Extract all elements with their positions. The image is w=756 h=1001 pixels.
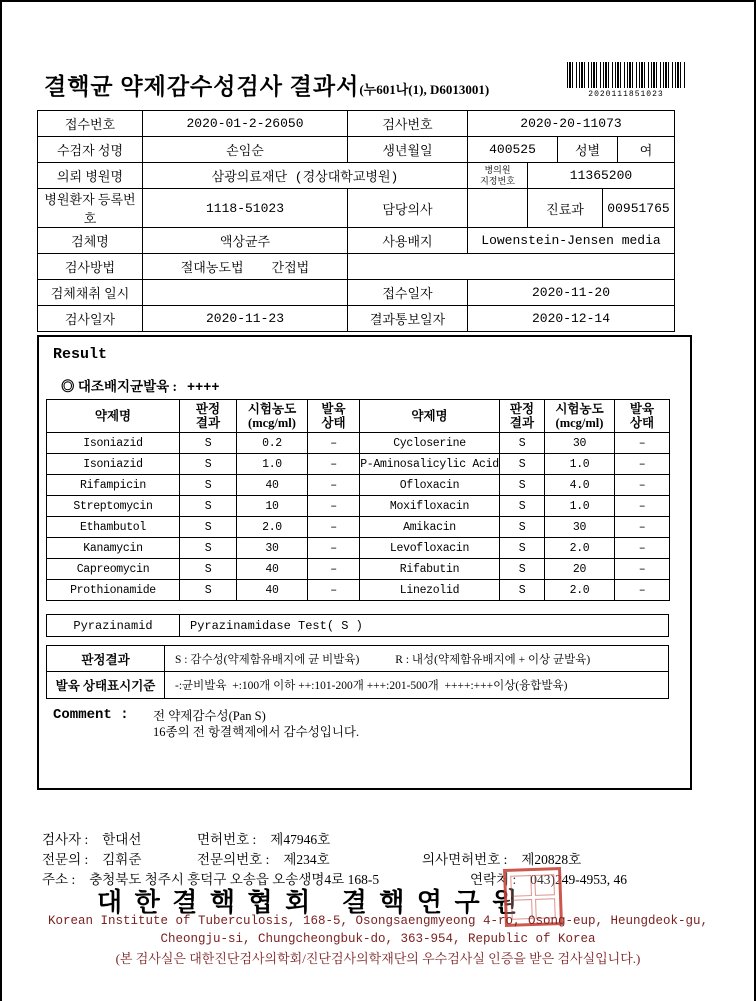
- info-row-method: [38, 254, 675, 280]
- patient-info-table: [37, 110, 675, 332]
- drug-name-cell: Moxifloxacin: [360, 496, 500, 517]
- judgement-cell: S: [180, 433, 237, 454]
- certification-line: (본 검사실은 대한진단검사의학회/진단검사의학재단의 우수검사실 인증을 받은 검사실입니다.): [115, 951, 641, 966]
- concentration-cell: 4.0: [545, 475, 615, 496]
- concentration-cell: 30: [545, 517, 615, 538]
- address-value: 충청북도 청주시 흥덕구 오송읍 오송생명4로 168-5: [89, 872, 380, 887]
- table-row: [47, 475, 670, 496]
- legend-growth-text: [165, 672, 668, 698]
- drug-name-cell: Amikacin: [360, 517, 500, 538]
- comment-line-2: 16종의 전 항결핵제에서 감수성입니다.: [153, 725, 360, 739]
- birth-label: 생년월일: [348, 137, 468, 163]
- judgement-cell: S: [500, 496, 545, 517]
- drug-susceptibility-table: [46, 399, 670, 601]
- concentration-cell: 1.0: [237, 454, 308, 475]
- drug-name-cell: Streptomycin: [47, 496, 180, 517]
- col-concentration-left: 시험농도 (mcg/ml): [237, 400, 308, 433]
- comment-section: [53, 707, 359, 740]
- patient-name-value: 손임순: [143, 137, 348, 163]
- doctor-license-field: [422, 848, 581, 868]
- growth-cell: –: [308, 580, 360, 601]
- contact-value: 043)249-4953, 46: [530, 872, 627, 887]
- comment-line-1: 전 약제감수성(Pan S): [153, 709, 266, 723]
- growth-cell: –: [615, 517, 670, 538]
- report-title-code: (누601나(1), D6013001): [359, 82, 490, 97]
- specialist-label: 전문의 :: [42, 852, 89, 867]
- doctor-value: [468, 189, 528, 228]
- judgement-cell: S: [180, 475, 237, 496]
- info-row-collect: [38, 280, 675, 306]
- contact-label: 연락처 :: [470, 872, 517, 887]
- specialist-no-label: 전문의번호 :: [197, 852, 270, 867]
- judgement-cell: S: [180, 517, 237, 538]
- license-number: 제47946호: [270, 832, 331, 847]
- judgement-cell: S: [500, 433, 545, 454]
- control-growth-value: ++++: [187, 381, 220, 396]
- media-value: Lowenstein-Jensen media: [468, 228, 675, 254]
- judgement-cell: S: [500, 580, 545, 601]
- drug-name-cell: Prothionamide: [47, 580, 180, 601]
- drug-name-cell: Isoniazid: [47, 454, 180, 475]
- concentration-cell: 30: [545, 433, 615, 454]
- result-section: [37, 335, 692, 790]
- drug-name-cell: Linezolid: [360, 580, 500, 601]
- receipt-no-value: 2020-01-2-26050: [143, 111, 348, 137]
- pyrazinamid-value: Pyrazinamidase Test( S ): [190, 618, 363, 633]
- growth-cell: –: [308, 433, 360, 454]
- judgement-cell: S: [180, 454, 237, 475]
- legend-growth-scale: -:균비발육 +:100개 이하 ++:101-200개 +++:201-500개 ++++:+++이상(융합발육): [175, 680, 568, 692]
- test-no-label: 검사번호: [348, 111, 468, 137]
- info-row-patient: [38, 137, 675, 163]
- method-value: [143, 254, 348, 280]
- specimen-label: 검체명: [38, 228, 143, 254]
- growth-cell: –: [615, 559, 670, 580]
- drug-name-cell: Ofloxacin: [360, 475, 500, 496]
- judgement-cell: S: [180, 496, 237, 517]
- specialist-name: 김휘준: [102, 852, 142, 867]
- col-growth-left: 발육 상태: [308, 400, 360, 433]
- media-label: 사용배지: [348, 228, 468, 254]
- test-no-value: 2020-20-11073: [468, 111, 675, 137]
- judgement-cell: S: [180, 559, 237, 580]
- doctor-license-number: 제20828호: [521, 852, 582, 867]
- license-field: [197, 828, 330, 848]
- concentration-cell: 40: [237, 580, 308, 601]
- concentration-cell: 2.0: [237, 517, 308, 538]
- sex-label: 성별: [558, 137, 618, 163]
- judgement-cell: S: [500, 559, 545, 580]
- table-row: [47, 454, 670, 475]
- legend-judgement-r: R : 내성(약제함유배지에 + 이상 균발육): [395, 653, 591, 666]
- hospital-code-value: 11365200: [528, 163, 675, 189]
- drug-name-cell: Ethambutol: [47, 517, 180, 538]
- drug-name-cell: Levofloxacin: [360, 538, 500, 559]
- judgement-cell: S: [500, 517, 545, 538]
- table-row: [47, 580, 670, 601]
- collect-label: 검체채취 일시: [38, 280, 143, 306]
- concentration-cell: 40: [237, 475, 308, 496]
- growth-cell: –: [615, 538, 670, 559]
- concentration-cell: 2.0: [545, 580, 615, 601]
- patient-id-value: 1118-51023: [143, 189, 348, 228]
- report-date-value: 2020-12-14: [468, 306, 675, 332]
- growth-cell: –: [308, 517, 360, 538]
- specimen-value: 액상균주: [143, 228, 348, 254]
- method-label: 검사방법: [38, 254, 143, 280]
- info-row-patient-id: [38, 189, 675, 228]
- specialist-field: [42, 848, 141, 868]
- sex-value: 여: [618, 137, 675, 163]
- english-address-line-1: Korean Institute of Tuberculosis, 168-5, Osongsaengmyeong 4-ro, Osong-eup, Heungdeok-gu,: [47, 914, 709, 928]
- hospital-value: 삼광의료재단 (경상대학교병원): [143, 163, 468, 189]
- growth-cell: –: [308, 475, 360, 496]
- judgement-cell: S: [180, 580, 237, 601]
- concentration-cell: 40: [237, 559, 308, 580]
- judgement-cell: S: [500, 454, 545, 475]
- specialist-no-field: [197, 848, 330, 868]
- method-value-2: 간접법: [271, 261, 310, 276]
- page-title: [44, 68, 489, 101]
- judgement-cell: S: [500, 538, 545, 559]
- info-row-receipt: [38, 111, 675, 137]
- examiner-field: [42, 828, 141, 848]
- control-growth-line: [61, 375, 219, 396]
- dept-value: 00951765: [603, 189, 675, 228]
- growth-cell: –: [308, 559, 360, 580]
- drug-name-cell: Cycloserine: [360, 433, 500, 454]
- patient-name-label: 수검자 성명: [38, 137, 143, 163]
- col-judgement-right: 판정 결과: [500, 400, 545, 433]
- pyrazinamid-row: [46, 614, 669, 637]
- concentration-cell: 0.2: [237, 433, 308, 454]
- barcode-number: 2020111851023: [588, 90, 664, 99]
- growth-cell: –: [615, 454, 670, 475]
- address-label: 주소 :: [42, 872, 76, 887]
- info-row-dates: [38, 306, 675, 332]
- drug-name-cell: Isoniazid: [47, 433, 180, 454]
- test-date-value: 2020-11-23: [143, 306, 348, 332]
- license-label: 면허번호 :: [197, 832, 257, 847]
- hospital-code-label-line1: 병의원: [484, 165, 511, 176]
- table-row: [47, 496, 670, 517]
- receipt-date-label: 접수일자: [348, 280, 468, 306]
- table-row: [47, 433, 670, 454]
- comment-label: Comment :: [53, 707, 129, 723]
- legend-judgement-row: [47, 646, 668, 672]
- legend-growth-label: 발육 상태표시기준: [47, 672, 165, 698]
- result-heading: Result: [53, 346, 108, 363]
- concentration-cell: 20: [545, 559, 615, 580]
- doctor-license-label: 의사면허번호 :: [422, 852, 508, 867]
- specialist-no-number: 제234호: [283, 852, 330, 867]
- drug-name-cell: Kanamycin: [47, 538, 180, 559]
- legend-table: [46, 645, 669, 699]
- table-row: [47, 559, 670, 580]
- judgement-cell: S: [180, 538, 237, 559]
- info-row-specimen: [38, 228, 675, 254]
- dept-label: 진료과: [528, 189, 603, 228]
- col-concentration-right: 시험농도 (mcg/ml): [545, 400, 615, 433]
- growth-cell: –: [615, 433, 670, 454]
- growth-cell: –: [615, 475, 670, 496]
- legend-judgement-text: [165, 646, 668, 671]
- concentration-cell: 2.0: [545, 538, 615, 559]
- organization-name: 대 한 결 핵 협 회 결 핵 연 구 원: [97, 888, 521, 917]
- table-row: [47, 517, 670, 538]
- growth-cell: –: [308, 454, 360, 475]
- growth-cell: –: [308, 538, 360, 559]
- legend-judgement-s: S : 감수성(약제함유배지에 균 비발육): [175, 653, 360, 666]
- legend-judgement-label: 판정결과: [47, 646, 165, 671]
- barcode: [567, 62, 685, 88]
- col-growth-right: 발육 상태: [615, 400, 670, 433]
- growth-cell: –: [308, 496, 360, 517]
- hospital-code-label: [468, 163, 528, 189]
- report-date-label: 결과통보일자: [348, 306, 468, 332]
- concentration-cell: 30: [237, 538, 308, 559]
- drug-table-header-row: [47, 400, 670, 433]
- concentration-cell: 1.0: [545, 496, 615, 517]
- receipt-date-value: 2020-11-20: [468, 280, 675, 306]
- control-growth-label: ◎ 대조배지균발육 :: [61, 379, 178, 394]
- birth-value: 400525: [468, 137, 558, 163]
- receipt-no-label: 접수번호: [38, 111, 143, 137]
- patient-id-label: 병원환자 등록번호: [38, 189, 143, 228]
- pyrazinamid-label: Pyrazinamid: [47, 615, 180, 636]
- legend-growth-row: [47, 672, 668, 698]
- method-empty-cell: [348, 254, 675, 280]
- drug-name-cell: Capreomycin: [47, 559, 180, 580]
- english-address-line-2: Cheongju-si, Chungcheongbuk-do, 363-954, Republic of Korea: [160, 932, 596, 946]
- collect-value: [143, 280, 348, 306]
- hospital-code-label-line2: 지정번호: [480, 175, 515, 186]
- drug-name-cell: Rifabutin: [360, 559, 500, 580]
- concentration-cell: 10: [237, 496, 308, 517]
- hospital-label: 의뢰 병원명: [38, 163, 143, 189]
- doctor-label: 담당의사: [348, 189, 468, 228]
- comment-text: [153, 707, 359, 740]
- examiner-name: 한대선: [102, 832, 142, 847]
- method-value-1: 절대농도법: [180, 261, 244, 276]
- info-row-hospital: [38, 163, 675, 189]
- drug-name-cell: Rifampicin: [47, 475, 180, 496]
- growth-cell: –: [615, 580, 670, 601]
- col-drug-name-left: 약제명: [47, 400, 180, 433]
- test-date-label: 검사일자: [38, 306, 143, 332]
- drug-name-cell: P-Aminosalicylic Acid: [360, 454, 500, 475]
- concentration-cell: 1.0: [545, 454, 615, 475]
- report-title: 결핵균 약제감수성검사 결과서: [44, 74, 360, 99]
- judgement-cell: S: [500, 475, 545, 496]
- table-row: [47, 538, 670, 559]
- growth-cell: –: [615, 496, 670, 517]
- col-drug-name-right: 약제명: [360, 400, 500, 433]
- col-judgement-left: 판정 결과: [180, 400, 237, 433]
- examiner-label: 검사자 :: [42, 832, 89, 847]
